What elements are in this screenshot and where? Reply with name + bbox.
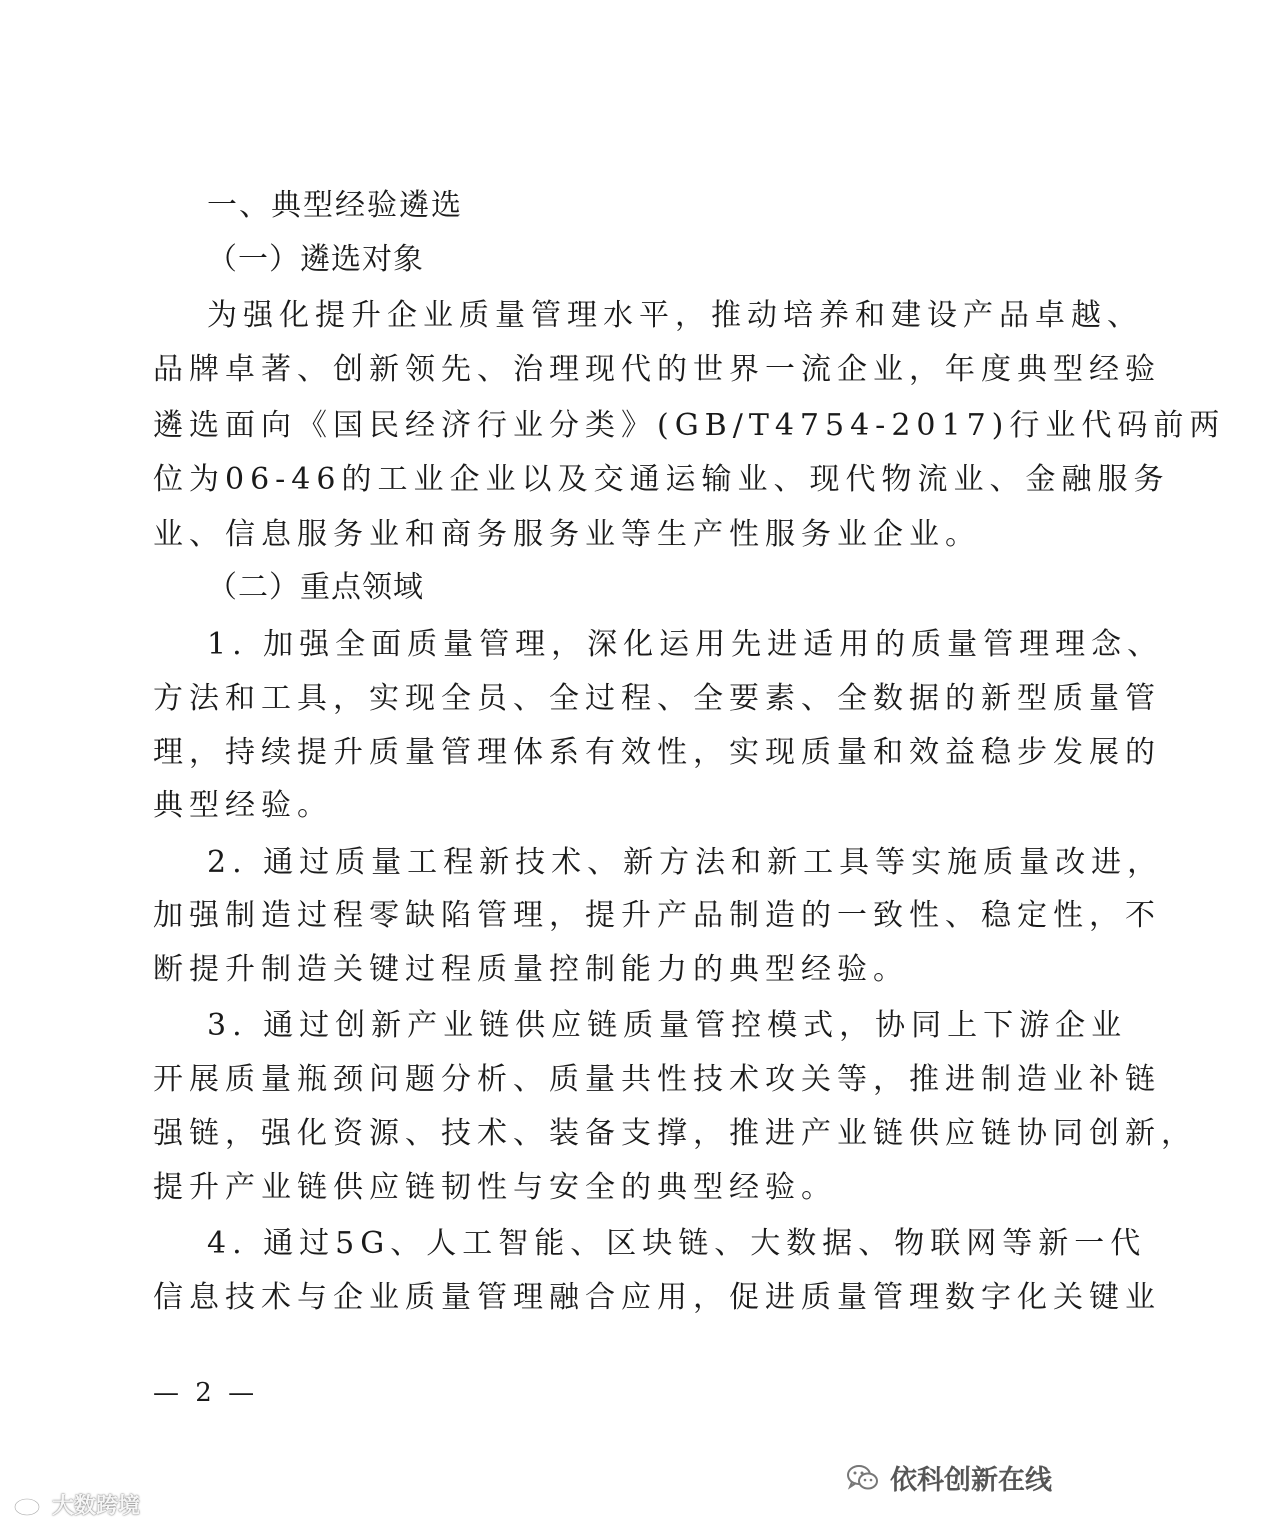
paragraph-line: 位为06-46的工业企业以及交通运输业、现代物流业、金融服务 <box>153 462 1170 497</box>
list-item-line: 信息技术与企业质量管理融合应用，促进质量管理数字化关键业 <box>153 1280 1161 1315</box>
paragraph-line: 品牌卓著、创新领先、治理现代的世界一流企业，年度典型经验 <box>153 352 1161 387</box>
list-item-line: 3. 通过创新产业链供应链质量管控模式，协同上下游企业 <box>207 1008 1128 1043</box>
paragraph-line: 遴选面向《国民经济行业分类》(GB/T4754-2017)行业代码前两 <box>153 408 1226 443</box>
list-item-line: 1. 加强全面质量管理，深化运用先进适用的质量管理理念、 <box>207 627 1164 662</box>
watermark-weibo <box>12 1489 140 1520</box>
list-item-line: 4. 通过5G、人工智能、区块链、大数据、物联网等新一代 <box>207 1226 1147 1261</box>
list-item-line: 2. 通过质量工程新技术、新方法和新工具等实施质量改进， <box>207 845 1164 880</box>
paragraph-line: 业、信息服务业和商务服务业等生产性服务业企业。 <box>153 517 981 552</box>
list-item-line: 断提升制造关键过程质量控制能力的典型经验。 <box>153 952 909 987</box>
list-item-line: 加强制造过程零缺陷管理，提升产品制造的一致性、稳定性，不 <box>153 898 1161 933</box>
section-heading: 一、典型经验遴选 <box>207 188 463 223</box>
page-number: — 2 — <box>153 1378 259 1408</box>
watermark-wechat <box>846 1458 1052 1497</box>
watermark-left-text: 大数跨境 <box>52 1494 141 1519</box>
paragraph-line: 为强化提升企业质量管理水平，推动培养和建设产品卓越、 <box>207 298 1143 333</box>
list-item-line: 强链，强化资源、技术、装备支撑，推进产业链供应链协同创新， <box>153 1116 1197 1151</box>
watermark-right-text: 依科创新在线 <box>890 1465 1052 1496</box>
weibo-icon <box>12 1492 46 1518</box>
wechat-icon <box>846 1464 880 1492</box>
list-item-line: 理，持续提升质量管理体系有效性，实现质量和效益稳步发展的 <box>153 735 1161 770</box>
list-item-line: 开展质量瓶颈问题分析、质量共性技术攻关等，推进制造业补链 <box>153 1062 1161 1097</box>
list-item-line: 方法和工具，实现全员、全过程、全要素、全数据的新型质量管 <box>153 681 1161 716</box>
list-item-line: 典型经验。 <box>153 788 333 823</box>
list-item-line: 提升产业链供应链韧性与安全的典型经验。 <box>153 1170 837 1205</box>
subsection-title-1: （一）遴选对象 <box>207 242 424 277</box>
subsection-title-2: （二）重点领域 <box>207 570 424 605</box>
